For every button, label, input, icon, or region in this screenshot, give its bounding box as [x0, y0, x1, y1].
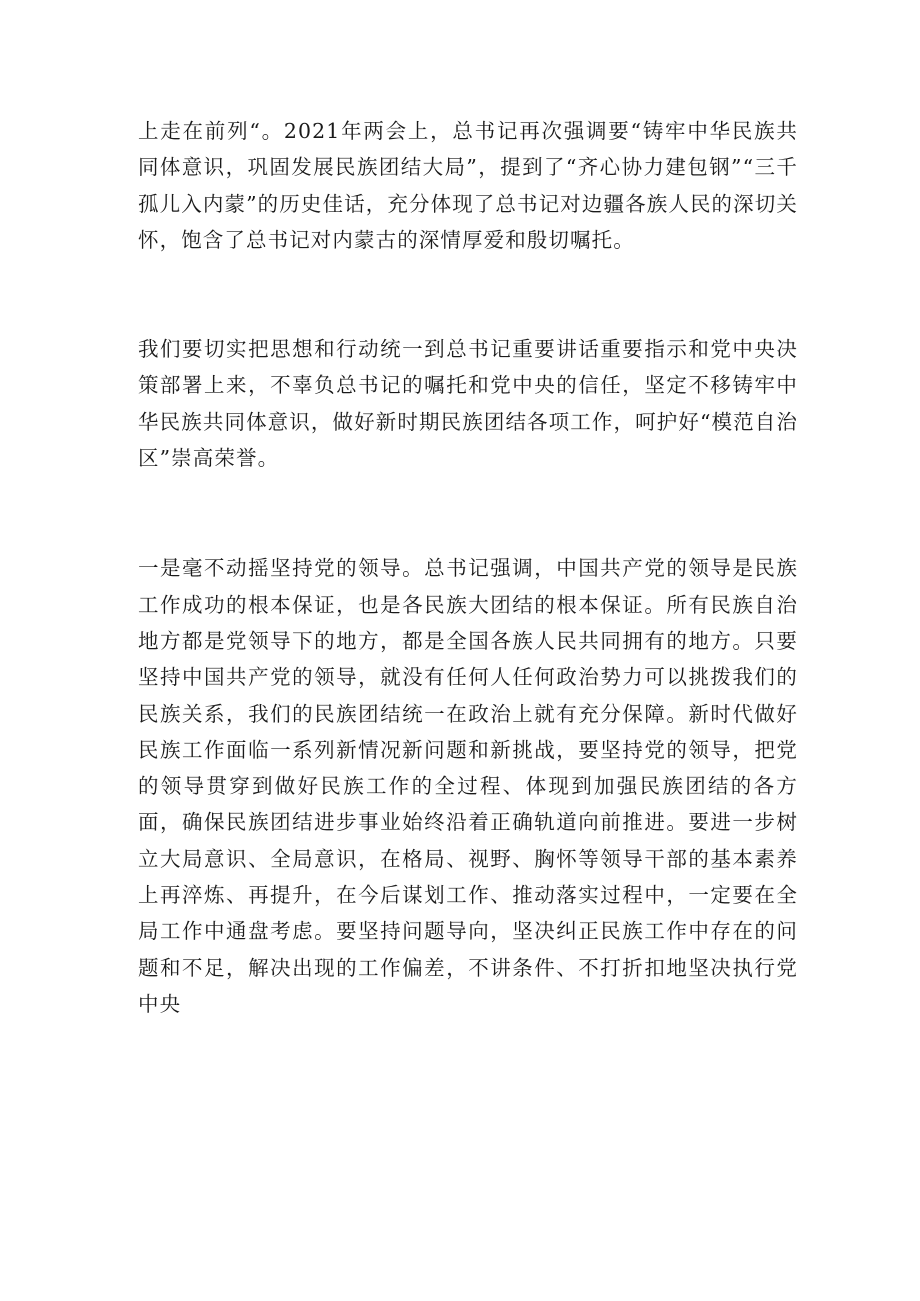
paragraph-1: 上走在前列“。2021年两会上，总书记再次强调要“铸牢中华民族共同体意识，巩固发展民族团结大局”，提到了“齐心协力建包钢”“三千孤儿入内蒙”的历史佳话，充分体现了总书记对边疆各族人民的深切关怀，饱含了总书记对内蒙古的深情厚爱和殷切嘱托。 [138, 119, 798, 252]
document-body [138, 113, 798, 1022]
paragraph-2: 我们要切实把思想和行动统一到总书记重要讲话重要指示和党中央决策部署上来，不辜负总书记的嘱托和党中央的信任，坚定不移铸牢中华民族共同体意识，做好新时期民族团结各项工作，呵护好“模范自治区”崇高荣誉。 [138, 337, 798, 471]
paragraph-3: 一是毫不动摇坚持党的领导。总书记强调，中国共产党的领导是民族工作成功的根本保证，也是各民族大团结的根本保证。所有民族自治地方都是党领导下的地方，都是全国各族人民共同拥有的地方。只要坚持中国共产党的领导，就没有任何人任何政治势力可以挑拨我们的民族关系，我们的民族团结统一在政治上就有充分保障。新时代做好民族工作面临一系列新情况新问题和新挑战，要坚持党的领导，把党的领导贯穿到做好民族工作的全过程、体现到加强民族团结的各方面，确保民族团结进步事业始终沿着正确轨道向前推进。要进一步树立大局意识、全局意识，在格局、视野、胸怀等领导干部的基本素养上再淬炼、再提升，在今后谋划工作、推动落实过程中，一定要在全局工作中通盘考虑。要坚持问题导向，坚决纠正民族工作中存在的问题和不足，解决出现的工作偏差，不讲条件、不打折扣地坚决执行党中央 [138, 556, 798, 1016]
